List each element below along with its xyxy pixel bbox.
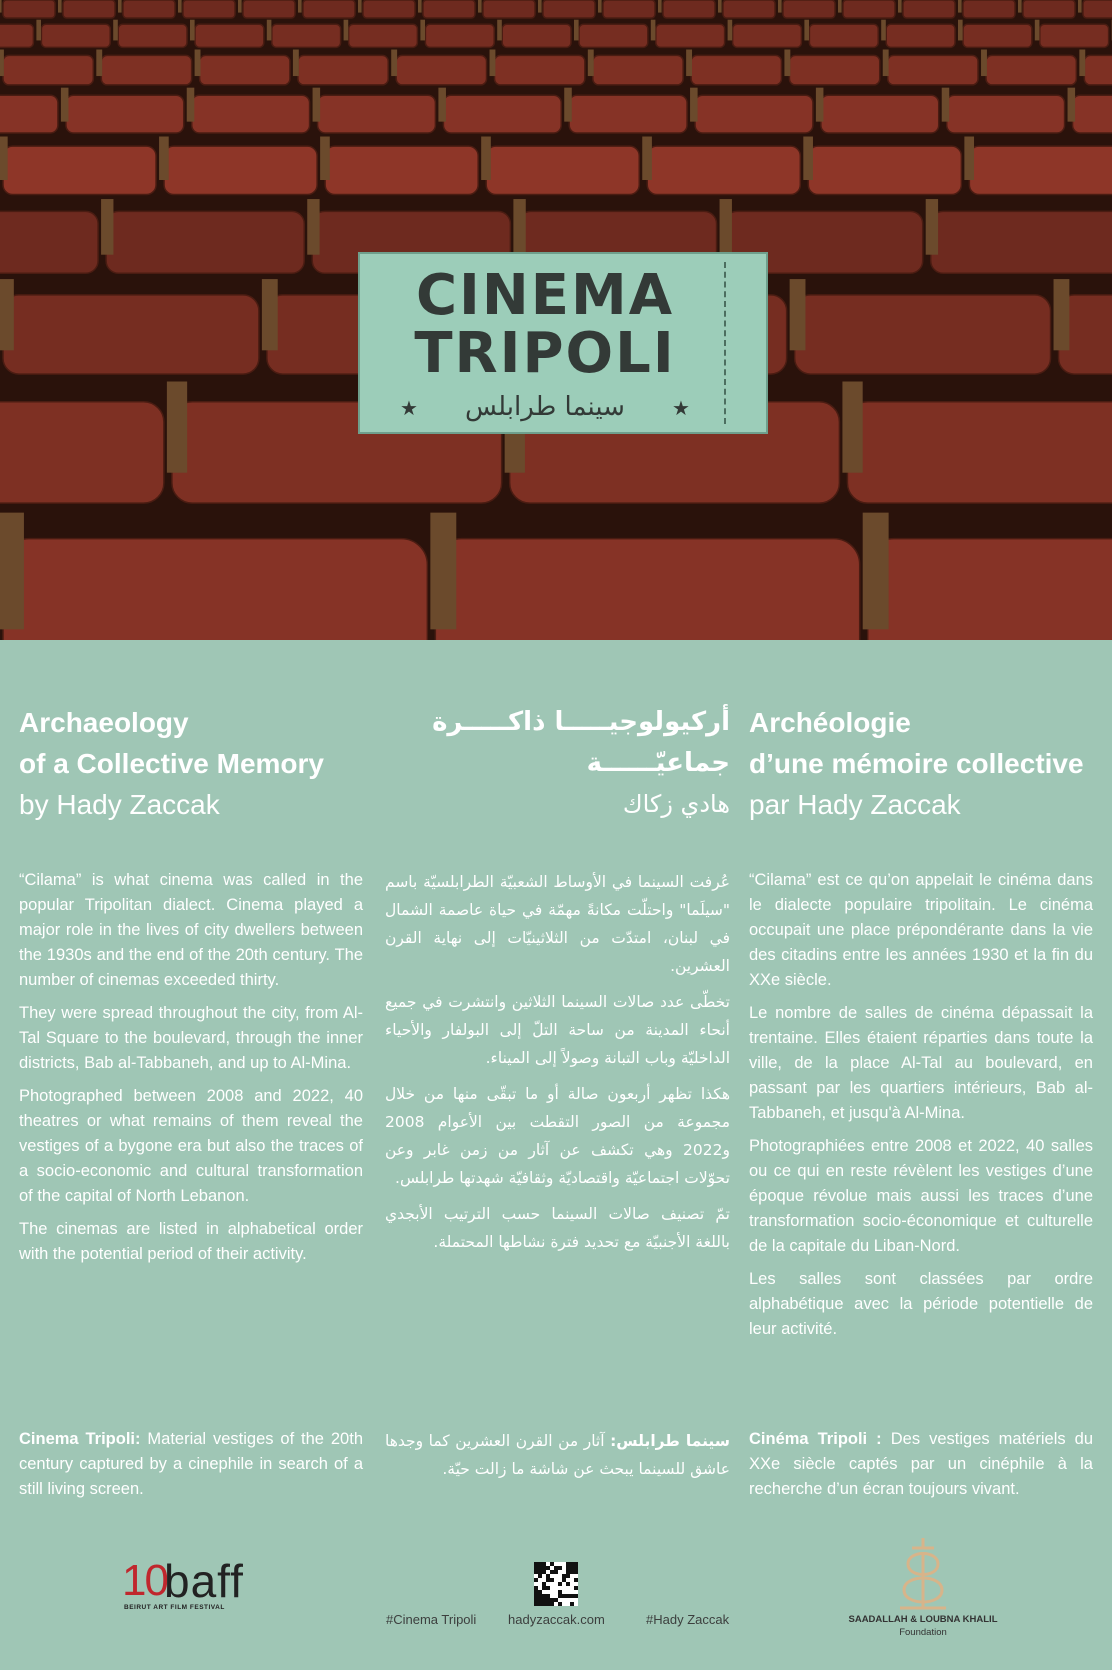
star-icon: ★ [672,396,690,420]
qr-code-icon [534,1562,578,1606]
seat-armrest [981,50,987,77]
seat [243,0,295,18]
seat-armrest [478,0,482,13]
qr-module [558,1566,562,1570]
qr-module [538,1570,542,1574]
seat [101,55,191,84]
arabic-footnote-text: آثار من القرن العشرين كما وجدها عاشق للسينما يبحث عن شاشة ما زالت حيّة. [385,1432,730,1478]
seat-armrest [1068,88,1076,122]
qr-module [546,1586,550,1590]
seat [691,55,781,84]
qr-module [558,1602,562,1606]
seat-armrest [391,50,397,77]
seat [569,95,687,133]
qr-module [570,1562,574,1566]
qr-module [534,1598,538,1602]
seat [0,24,33,47]
website-link[interactable]: hadyzaccak.com [508,1612,605,1627]
seat-armrest [718,0,722,13]
arabic-paragraph: عُرفت السينما في الأوساط الشعبيّة الطرابلسيّة باسم "سيلَما" واحتلّت مكانةً مهمّة في حياة عاصمة الشمال في لبنان، امتدّت من الثلاثينيّات إلى نهاية القرن العشرين. [385,873,730,975]
foundation-emblem-icon [838,1534,1008,1614]
seat-armrest [481,137,491,180]
ticket-title-line2: TRIPOLI [414,321,676,386]
qr-module [546,1574,550,1578]
seat-armrest [36,20,41,41]
seat-armrest [96,50,102,77]
arabic-paragraph: تخطّى عدد صالات السينما الثلاثين وانتشرت في جميع أنحاء المدينة من ساحة التلّ إلى البولفار والأحياء الداخليّة وباب التبانة وصولاً إلى الميناء. [385,993,730,1067]
seat [200,55,290,84]
seat-armrest [320,137,330,180]
seat [795,295,1051,374]
seat-armrest [538,0,542,13]
seat [3,146,156,194]
seat-armrest [238,0,242,13]
seat [363,0,415,18]
seat-armrest [1079,50,1085,77]
seat [656,24,725,47]
seat-armrest [293,50,299,77]
baff-logo-subtitle: BEIRUT ART FILM FESTIVAL [124,1604,225,1611]
seat [1040,24,1109,47]
seat [663,0,715,18]
seat [593,55,683,84]
qr-module [546,1566,550,1570]
english-paragraph: “Cilama” is what cinema was called in the popular Tripolitan dialect. Cinema played a major role in the lives of city dwellers between the 1930s and the end of the 20th century. The number of cinemas exceeded thirty. [19,871,363,989]
english-paragraph: Photographed between 2008 and 2022, 40 theatres or what remains of them reveal the vestiges of a bygone era but also the traces of a socio-economic and cultural transformation of the capital of North Lebanon. [19,1087,363,1205]
seat-armrest [898,0,902,13]
qr-module [566,1566,570,1570]
qr-module [570,1570,574,1574]
seat-armrest [964,137,974,180]
seat [1084,55,1112,84]
seat-armrest [958,0,962,13]
qr-module [550,1578,554,1582]
seat [3,539,427,640]
seat-armrest [942,88,950,122]
seat [888,55,978,84]
seat [423,0,475,18]
seat [695,95,813,133]
seat-armrest [598,0,602,13]
seat-armrest [418,0,422,13]
qr-module [554,1566,558,1570]
qr-module [562,1574,566,1578]
seat [486,146,639,194]
qr-module [534,1570,538,1574]
seat-armrest [0,513,24,630]
qr-module [534,1562,538,1566]
seat [303,0,355,18]
seat-armrest [883,50,889,77]
seat [41,24,110,47]
seat-armrest [804,20,809,41]
qr-module [550,1570,554,1574]
qr-module [534,1578,538,1582]
seat-armrest [313,88,321,122]
french-paragraph: Les salles sont classées par ordre alphabétique avec la période potentielle de leur activité. [749,1270,1093,1338]
qr-module [574,1594,578,1598]
arabic-heading [385,702,730,825]
seat-armrest [0,279,14,350]
seat-armrest [926,199,938,255]
seat-armrest [190,20,195,41]
seat-armrest [0,50,4,77]
seat-armrest [187,88,195,122]
star-icon: ★ [400,396,418,420]
seat-armrest [307,199,319,255]
seat-armrest [588,50,594,77]
qr-module [566,1594,570,1598]
english-paragraph: The cinemas are listed in alphabetical order with the potential period of their activity. [19,1220,363,1263]
seat-armrest [658,0,662,13]
hashtag-hady-zaccak: #Hady Zaccak [646,1612,730,1627]
french-heading [749,702,1093,825]
seat-armrest [513,199,525,255]
seat [543,0,595,18]
qr-module [566,1574,570,1578]
qr-module [554,1598,558,1602]
seat [723,0,775,18]
hashtag-cinema-tripoli: #Cinema Tripoli [386,1612,477,1627]
qr-module [570,1602,574,1606]
french-body [749,868,1093,1350]
seat-armrest [838,0,842,13]
qr-module [538,1566,542,1570]
seat [192,95,310,133]
seat [3,0,55,18]
english-paragraph: They were spread throughout the city, from Al-Tal Square to the boulevard, through the inner districts, Bab al-Tabbaneh, and up to Al-Mina. [19,1004,363,1072]
qr-module [546,1578,550,1582]
seat [483,0,535,18]
seat [325,146,478,194]
ticket-arabic-title: سينما طرابلس [465,392,625,422]
seat-armrest [958,20,963,41]
seat [164,146,317,194]
seat-armrest [1054,279,1070,350]
arabic-paragraph: هكذا تظهر أربعون صالة أو ما تبقّى منها من خلال مجموعة من الصور التقطت بين الأعوام 2008 و2022 وهي تكشف عن آثار من زمن غابر وعن تحوّلات اجتماعيّة واقتصاديّة وثقافيّة شهدتها طرابلس. [385,1085,730,1187]
seat-armrest [195,50,201,77]
qr-module [538,1598,542,1602]
seat-armrest [1018,0,1022,13]
seat [986,55,1076,84]
seat-armrest [863,513,889,630]
seat-armrest [642,137,652,180]
seat-armrest [564,88,572,122]
qr-module [550,1598,554,1602]
seat [3,55,93,84]
seat [272,24,341,47]
seat [903,0,955,18]
seat [579,24,648,47]
seat-armrest [0,137,8,180]
arabic-title-line2: جماعيّــــــة [586,748,730,778]
qr-module [542,1602,546,1606]
qr-module [558,1582,562,1586]
seat-armrest [101,199,113,255]
seat-armrest [778,0,782,13]
arabic-footnote [385,1427,730,1483]
seat [106,211,304,273]
french-paragraph: Le nombre de salles de cinéma dépassait la trentaine. Elles étaient réparties dans toute la ville, de la place Al-Tal au boulevard, en passant par les quartiers intérieurs, Bab al-Tabbaneh, et jusqu'à Al-Mina. [749,1004,1093,1122]
qr-module [570,1594,574,1598]
seat-armrest [262,279,278,350]
seat [1073,95,1112,133]
seat-armrest [686,50,692,77]
qr-module [574,1578,578,1582]
french-footnote-label: Cinéma Tripoli : [749,1430,882,1448]
seat [298,55,388,84]
seat-armrest [430,513,456,630]
seat-armrest [358,0,362,13]
qr-module [558,1590,562,1594]
seat [931,211,1112,273]
seat-armrest [728,20,733,41]
seat-armrest [298,0,302,13]
seat-armrest [574,20,579,41]
qr-module [542,1586,546,1590]
baff-logo-number: 10 [122,1556,167,1605]
seat-armrest [61,88,69,122]
seat [118,24,187,47]
seat-armrest [803,137,813,180]
seat-armrest [167,382,187,473]
qr-module [550,1562,554,1566]
seat-armrest [1035,20,1040,41]
seat-armrest [784,50,790,77]
english-footnote [19,1427,363,1502]
cinema-ticket [358,252,768,434]
ticket-title-line1: CINEMA [415,263,675,328]
seat-armrest [881,20,886,41]
seat [783,0,835,18]
seat-armrest [720,199,732,255]
qr-module [538,1562,542,1566]
qr-module [554,1570,558,1574]
seat-armrest [438,88,446,122]
seat [886,24,955,47]
qr-module [542,1570,546,1574]
seat [963,0,1015,18]
baff-logo-word: baff [164,1555,244,1607]
french-author: par Hady Zaccak [749,789,961,820]
french-paragraph: “Cilama” est ce qu’on appelait le cinéma dans le dialecte populaire tripolitain. Le cinéma occupait une place prépondérante dans la vie des citadins entre les années 1930 et la fin du XXe siècle. [749,871,1093,989]
seat [733,24,802,47]
seat [435,539,859,640]
seat-armrest [58,0,62,13]
seat-armrest [159,137,169,180]
cinema-seats-photo [0,0,1112,640]
qr-module [574,1570,578,1574]
french-footnote [749,1427,1093,1502]
qr-module [538,1594,542,1598]
qr-module [574,1566,578,1570]
english-heading [19,702,363,825]
qr-module [546,1598,550,1602]
qr-module [534,1590,538,1594]
seat [647,146,800,194]
seat [963,24,1032,47]
qr-module [562,1578,566,1582]
seat-armrest [1078,0,1082,13]
qr-module [566,1570,570,1574]
seat [603,0,655,18]
seat-armrest [118,0,122,13]
seat-armrest [178,0,182,13]
english-title-line2: of a Collective Memory [19,748,324,779]
foundation-logo [838,1534,1008,1644]
seat [1083,0,1112,18]
qr-module [566,1582,570,1586]
seat-armrest [842,382,862,473]
qr-module [534,1566,538,1570]
qr-module [542,1598,546,1602]
seat [868,539,1112,640]
qr-module [546,1594,550,1598]
seat [789,55,879,84]
seat [396,55,486,84]
qr-module [570,1566,574,1570]
english-footnote-label: Cinema Tripoli: [19,1430,141,1448]
seat [123,0,175,18]
seat [183,0,235,18]
qr-module [538,1602,542,1606]
qr-module [562,1594,566,1598]
seat [0,211,98,273]
seat-armrest [420,20,425,41]
seat [66,95,184,133]
seat [969,146,1112,194]
seat [808,146,961,194]
seat-armrest [790,279,806,350]
seat-armrest [113,20,118,41]
qr-module [574,1562,578,1566]
seat [1023,0,1075,18]
seat-armrest [0,0,2,13]
qr-module [542,1594,546,1598]
seat [821,95,939,133]
french-title-line1: Archéologie [749,707,911,738]
seat-armrest [490,50,496,77]
qr-module [550,1602,554,1606]
qr-module [534,1586,538,1590]
seat-armrest [690,88,698,122]
arabic-body [385,868,730,1264]
qr-module [558,1594,562,1598]
seat [843,0,895,18]
qr-module [542,1566,546,1570]
seat [195,24,264,47]
seat-armrest [344,20,349,41]
arabic-author: هادي زكاك [622,790,730,818]
qr-module [542,1562,546,1566]
seat [318,95,436,133]
seat [495,55,585,84]
qr-module [542,1582,546,1586]
english-body [19,868,363,1275]
qr-module [566,1562,570,1566]
qr-module [534,1594,538,1598]
seat [0,402,164,503]
seat [502,24,571,47]
seat [947,95,1065,133]
qr-module [574,1586,578,1590]
qr-module [546,1602,550,1606]
french-title-line2: d’une mémoire collective [749,748,1084,779]
french-paragraph: Photographiées entre 2008 et 2022, 40 salles ou ce qui en reste révèlent les vestiges d’une époque révolue mais aussi les traces d’une transformation socio-économique et culturelle de la capitale du Liban-Nord. [749,1137,1093,1255]
qr-module [534,1602,538,1606]
seat [0,95,58,133]
seat [63,0,115,18]
seat-armrest [497,20,502,41]
foundation-subtitle: Foundation [899,1627,947,1638]
arabic-footnote-label: سينما طرابلس: [610,1432,730,1450]
french-footnote-text: Des vestiges matériels du XXe siècle captés par un cinéphile à la recherche d’un écran toujours vivant. [749,1430,1093,1498]
seat-armrest [267,20,272,41]
english-footnote-text: Material vestiges of the 20th century captured by a cinephile in search of a still living screen. [19,1430,363,1498]
seat-armrest [816,88,824,122]
seat [443,95,561,133]
foundation-name: SAADALLAH & LOUBNA KHALIL [848,1614,998,1625]
qr-module [538,1574,542,1578]
seat [3,295,259,374]
seat [847,402,1112,503]
seat-armrest [651,20,656,41]
english-title-line1: Archaeology [19,707,189,738]
seat [425,24,494,47]
qr-code[interactable] [534,1562,578,1606]
arabic-title-line1: أركيولوجيـــــا ذاكـــــرة [432,707,730,737]
baff-logo [122,1555,262,1618]
seat [809,24,878,47]
english-author: by Hady Zaccak [19,789,220,820]
seat [349,24,418,47]
arabic-paragraph: تمّ تصنيف صالات السينما حسب الترتيب الأبجدي باللغة الأجنبيّة مع تحديد فترة نشاطها المحتملة. [385,1205,730,1251]
qr-module [538,1590,542,1594]
